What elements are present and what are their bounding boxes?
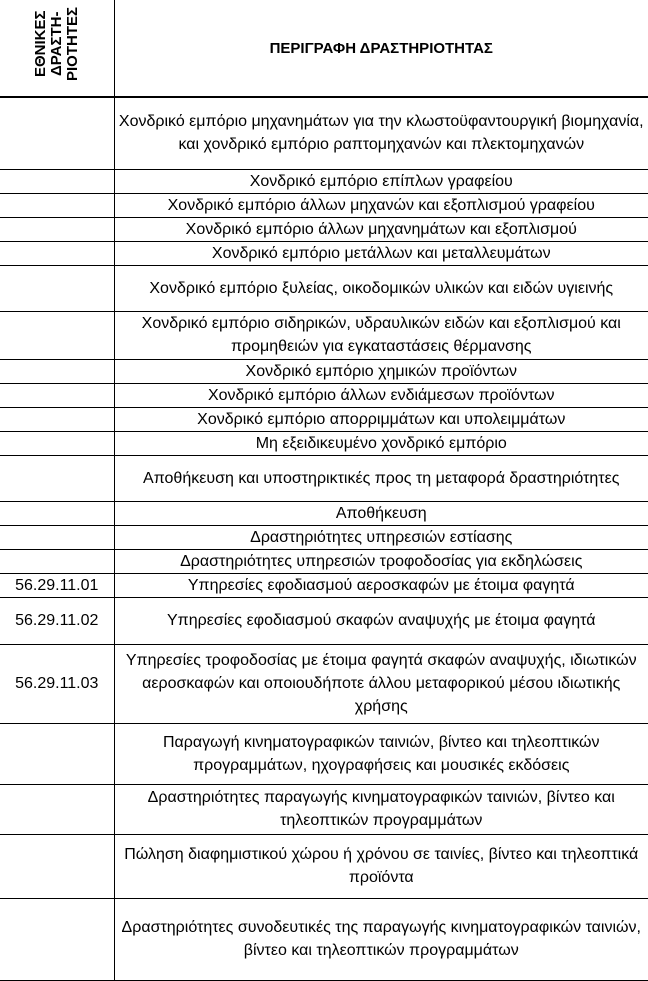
activity-code (0, 898, 114, 980)
activity-code (0, 723, 114, 784)
activity-description: Χονδρικό εμπόριο ξυλείας, οικοδομικών υλικών και ειδών υγιεινής (114, 265, 648, 311)
activity-code (0, 265, 114, 311)
table-row (0, 455, 648, 501)
activity-description: Αποθήκευση και υποστηρικτικές προς τη μεταφορά δραστηριότητες (114, 455, 648, 501)
table-body (0, 97, 648, 980)
activity-description: Παραγωγή κινηματογραφικών ταινιών, βίντεο και τηλεοπτικών προγραμμάτων, ηχογραφήσεις και μουσικές εκδόσεις (114, 723, 648, 784)
table-row (0, 573, 648, 597)
table-row (0, 834, 648, 898)
activity-code (0, 784, 114, 834)
table-header-row (0, 0, 648, 97)
activity-code (0, 311, 114, 359)
header-description-label: ΠΕΡΙΓΡΑΦΗ ΔΡΑΣΤΗΡΙΟΤΗΤΑΣ (114, 0, 648, 97)
activity-description: Υπηρεσίες τροφοδοσίας με έτοιμα φαγητά σκαφών αναψυχής, ιδιωτικών αεροσκαφών και οποιουδήποτε άλλου μεταφορικού μέσου ιδιωτικής χρήσης (114, 644, 648, 723)
activity-code (0, 383, 114, 407)
activity-description: Χονδρικό εμπόριο άλλων μηχανών και εξοπλισμού γραφείου (114, 193, 648, 217)
table-row (0, 407, 648, 431)
activity-description: Πώληση διαφημιστικού χώρου ή χρόνου σε ταινίες, βίντεο και τηλεοπτικά προϊόντα (114, 834, 648, 898)
activity-description: Δραστηριότητες συνοδευτικές της παραγωγής κινηματογραφικών ταινιών, βίντεο και τηλεοπτικών προγραμμάτων (114, 898, 648, 980)
activity-description: Υπηρεσίες εφοδιασμού σκαφών αναψυχής με έτοιμα φαγητά (114, 597, 648, 644)
table-row (0, 359, 648, 383)
activity-code (0, 525, 114, 549)
activity-code (0, 241, 114, 265)
activity-code (0, 217, 114, 241)
activity-description: Χονδρικό εμπόριο μετάλλων και μεταλλευμάτων (114, 241, 648, 265)
table-row (0, 597, 648, 644)
table-row (0, 644, 648, 723)
header-code-label: ΕΘΝΙΚΕΣ ΔΡΑΣΤΗ- ΡΙΟΤΗΤΕΣ (31, 7, 81, 82)
activity-description: Χονδρικό εμπόριο άλλων ενδιάμεσων προϊόντων (114, 383, 648, 407)
table-row (0, 723, 648, 784)
table-row (0, 311, 648, 359)
activity-code: 56.29.11.03 (0, 644, 114, 723)
activity-code: 56.29.11.02 (0, 597, 114, 644)
activity-code: 56.29.11.01 (0, 573, 114, 597)
activity-description: Χονδρικό εμπόριο επίπλων γραφείου (114, 169, 648, 193)
activity-code (0, 169, 114, 193)
activity-code (0, 193, 114, 217)
table-row (0, 525, 648, 549)
activity-code (0, 549, 114, 573)
activity-code (0, 834, 114, 898)
activity-description: Χονδρικό εμπόριο απορριμμάτων και υπολειμμάτων (114, 407, 648, 431)
activity-description: Μη εξειδικευμένο χονδρικό εμπόριο (114, 431, 648, 455)
activity-code (0, 359, 114, 383)
activity-description: Χονδρικό εμπόριο άλλων μηχανημάτων και εξοπλισμού (114, 217, 648, 241)
activity-description: Δραστηριότητες υπηρεσιών τροφοδοσίας για εκδηλώσεις (114, 549, 648, 573)
activity-description: Δραστηριότητες παραγωγής κινηματογραφικών ταινιών, βίντεο και τηλεοπτικών προγραμμάτων (114, 784, 648, 834)
table-row (0, 169, 648, 193)
activity-code (0, 455, 114, 501)
table-row (0, 241, 648, 265)
table-row (0, 265, 648, 311)
table-row (0, 217, 648, 241)
table-row (0, 431, 648, 455)
activity-description: Χονδρικό εμπόριο χημικών προϊόντων (114, 359, 648, 383)
activity-description: Υπηρεσίες εφοδιασμού αεροσκαφών με έτοιμα φαγητά (114, 573, 648, 597)
table-row (0, 97, 648, 169)
header-code-cell (0, 0, 114, 97)
activity-code (0, 97, 114, 169)
table-row (0, 549, 648, 573)
activity-description: Χονδρικό εμπόριο σιδηρικών, υδραυλικών ειδών και εξοπλισμού και προμηθειών για εγκαταστάσεις θέρμανσης (114, 311, 648, 359)
table-row (0, 193, 648, 217)
activity-description: Χονδρικό εμπόριο μηχανημάτων για την κλωστοϋφαντουργική βιομηχανία, και χονδρικό εμπόριο ραπτομηχανών και πλεκτομηχανών (114, 97, 648, 169)
table-row (0, 784, 648, 834)
activity-description: Αποθήκευση (114, 501, 648, 525)
table-row (0, 898, 648, 980)
activity-code (0, 407, 114, 431)
table-row (0, 383, 648, 407)
table-row (0, 501, 648, 525)
activity-description: Δραστηριότητες υπηρεσιών εστίασης (114, 525, 648, 549)
activity-code (0, 501, 114, 525)
activity-code (0, 431, 114, 455)
